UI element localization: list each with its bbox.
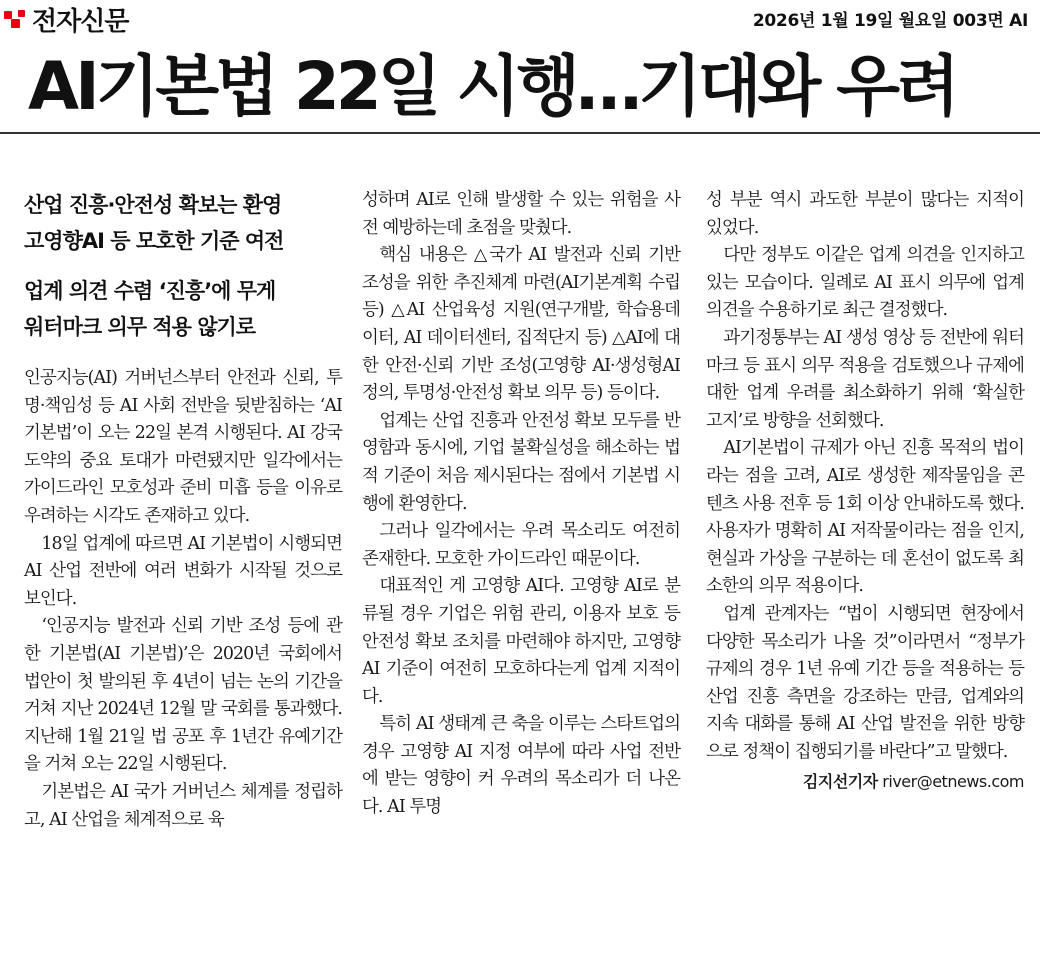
article-column-3 [706,187,1024,796]
body-paragraph: AI기본법이 규제가 아닌 진흥 목적의 법이라는 점을 고려, AI로 생성한 제작물임을 콘텐츠 사용 전후 등 1회 이상 안내하도록 했다. 사용자가 명확히 AI 저작물이라는 점을 인지, 현실과 가상을 구분하는 데 혼선이 없도록 최소한의 의무 적용이다. [706,438,1024,597]
headline-divider [0,132,1040,134]
logo-mark-icon [4,8,26,30]
subhead: 고영향AI 등 모호한 기준 여전 [24,229,284,253]
body-paragraph: 성 부분 역시 과도한 부분이 많다는 지적이 있었다. [706,190,1024,238]
body-paragraph: 그러나 일각에서는 우려 목소리도 여전히 존재한다. 모호한 가이드라인 때문이다. [362,521,680,569]
body-paragraph: ‘인공지능 발전과 신뢰 기반 조성 등에 관한 기본법(AI 기본법)’은 2020년 국회에서 법안이 첫 발의된 후 4년이 넘는 논의 기간을 거쳐 지난 2024년 12월 말 국회를 통과했다. 지난해 1월 21일 법 공포 후 1년간 유예기간을 거쳐 오는 22일 시행된다. [24,616,342,775]
body-paragraph: 업계는 산업 진흥과 안전성 확보 모두를 반영함과 동시에, 기업 불확실성을 해소하는 법적 기준이 처음 제시된다는 점에서 기본법 시행에 환영한다. [362,410,680,514]
body-paragraph: 특히 AI 생태계 큰 축을 이루는 스타트업의 경우 고영향 AI 지정 여부에 따라 사업 전반에 받는 영향이 커 우려의 목소리가 더 나온다. AI 투명 [362,714,680,818]
subheads [24,187,342,345]
body-paragraph: 다만 정부도 이같은 업계 의견을 인지하고 있는 모습이다. 일례로 AI 표시 의무에 업계 의견을 수용하기로 최근 결정했다. [706,245,1024,321]
body-paragraph: 업계 관계자는 “법이 시행되면 현장에서 다양한 목소리가 나올 것”이라면서 “정부가 규제의 경우 1년 유예 기간 등을 적용하는 등 산업 진흥 측면을 강조하는 만큼, 업계와의 지속 대화를 통해 AI 산업 발전을 위한 방향으로 정책이 집행되기를 바란다”고 말했다. [706,603,1024,762]
logo-text: 전자신문 [32,6,129,37]
byline-email[interactable]: river@etnews.com [882,772,1024,792]
subhead: 산업 진흥·안전성 확보는 환영 [24,193,282,217]
subhead: 워터마크 의무 적용 않기로 [24,315,256,339]
body-paragraph: 성하며 AI로 인해 발생할 수 있는 위험을 사전 예방하는데 초점을 맞췄다. [362,190,680,238]
body-paragraph: 인공지능(AI) 거버넌스부터 안전과 신뢰, 투명·책임성 등 AI 사회 전반을 뒷받침하는 ‘AI기본법’이 오는 22일 본격 시행된다. AI 강국 도약의 중요 토대가 마련됐지만 일각에서는 가이드라인 모호성과 준비 미흡 등을 이유로 우려하는 시각도 존재하고 있다. [24,368,342,526]
body-paragraph: 18일 업계에 따르면 AI 기본법이 시행되면 AI 산업 전반에 여러 변화가 시작될 것으로 보인다. [24,533,342,609]
headline: AI기본법 22일 시행…기대와 우려 [28,48,956,125]
body-paragraph: 과기정통부는 AI 생성 영상 등 전반에 워터마크 등 표시 의무 적용을 검토했으나 규제에 대한 업계 우려를 최소화하기 위해 ‘확실한 고지’로 방향을 선회했다. [706,327,1024,431]
byline-name: 김지선기자 [802,772,878,792]
body-paragraph: 핵심 내용은 △국가 AI 발전과 신뢰 기반 조성을 위한 추진체계 마련(AI기본계획 수립 등) △AI 산업육성 지원(연구개발, 학습용데이터, AI 데이터센터, 집적단지 등) △AI에 대한 안전·신뢰 기반 조성(고영향 AI·생성형AI 정의, 투명성·안전성 확보 의무 등) 등이다. [362,245,680,404]
masthead-logo [4,2,128,36]
subhead: 업계 의견 수렴 ‘진흥’에 무게 [24,279,276,303]
dateline: 2026년 1월 19일 월요일 003면 AI [752,11,1028,31]
body-paragraph: 대표적인 게 고영향 AI다. 고영향 AI로 분류될 경우 기업은 위험 관리, 이용자 보호 등 안전성 확보 조치를 마련해야 하지만, 고영향 AI 기준이 여전히 모호하다는게 업계 지적이다. [362,576,680,707]
article-column-1 [24,187,342,834]
body-paragraph: 기본법은 AI 국가 거버넌스 체계를 정립하고, AI 산업을 체계적으로 육 [24,781,342,830]
byline [706,768,1024,796]
article-column-2 [362,187,680,822]
